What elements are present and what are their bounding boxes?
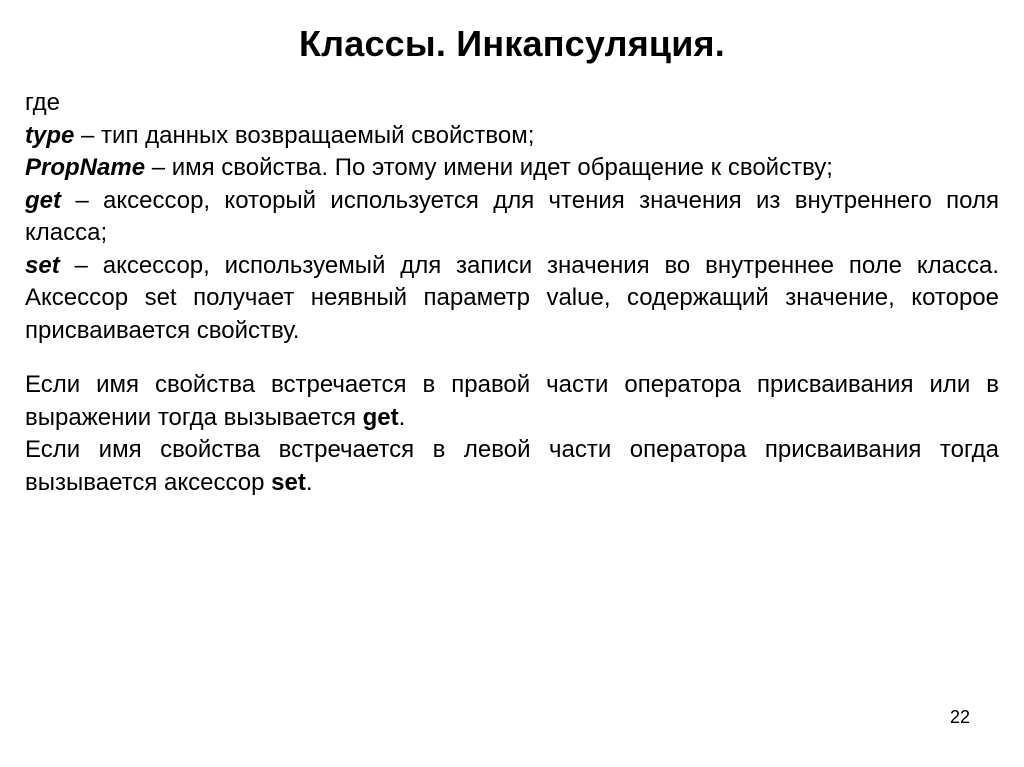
definition-type	[25, 120, 999, 153]
definition-set	[25, 250, 999, 348]
rule-end: .	[398, 403, 406, 431]
term-set: set	[25, 251, 60, 279]
definition-text: имя свойства. По этому имени идет обращение к свойству;	[171, 154, 833, 181]
page-number: 22	[949, 707, 970, 727]
rule-left-side	[25, 434, 999, 499]
rule-text: Если имя свойства встречается в левой части оператора присваивания тогда вызывается аксессор	[25, 436, 999, 496]
rule-text: Если имя свойства встречается в правой части оператора присваивания или в выражении тогда вызывается	[25, 371, 999, 431]
separator: –	[59, 251, 103, 279]
slide-title: Классы. Инкапсуляция.	[299, 23, 725, 64]
term-type: type	[25, 121, 75, 149]
paragraph-gap	[25, 347, 999, 369]
separator: –	[145, 154, 172, 181]
separator: –	[61, 186, 103, 214]
term-propname: PropName	[25, 154, 146, 181]
keyword-get: get	[362, 403, 399, 431]
definition-text: аксессор, который используется для чтения значения из внутреннего поля класса;	[25, 186, 999, 246]
keyword-set: set	[271, 468, 306, 496]
definition-propname	[25, 152, 999, 185]
intro-text: где	[25, 89, 61, 116]
definition-text: аксессор, используемый для записи значения во внутреннее поле класса. Аксессор set получает неявный параметр value, содержащий значение, которое присваивается свойству.	[25, 251, 999, 344]
slide-body	[25, 87, 999, 499]
term-get: get	[25, 186, 61, 214]
rule-end: .	[305, 468, 313, 496]
separator: –	[74, 121, 102, 149]
definition-text: тип данных возвращаемый свойством;	[101, 121, 535, 149]
rule-right-side	[25, 369, 999, 434]
definition-get	[25, 185, 999, 250]
